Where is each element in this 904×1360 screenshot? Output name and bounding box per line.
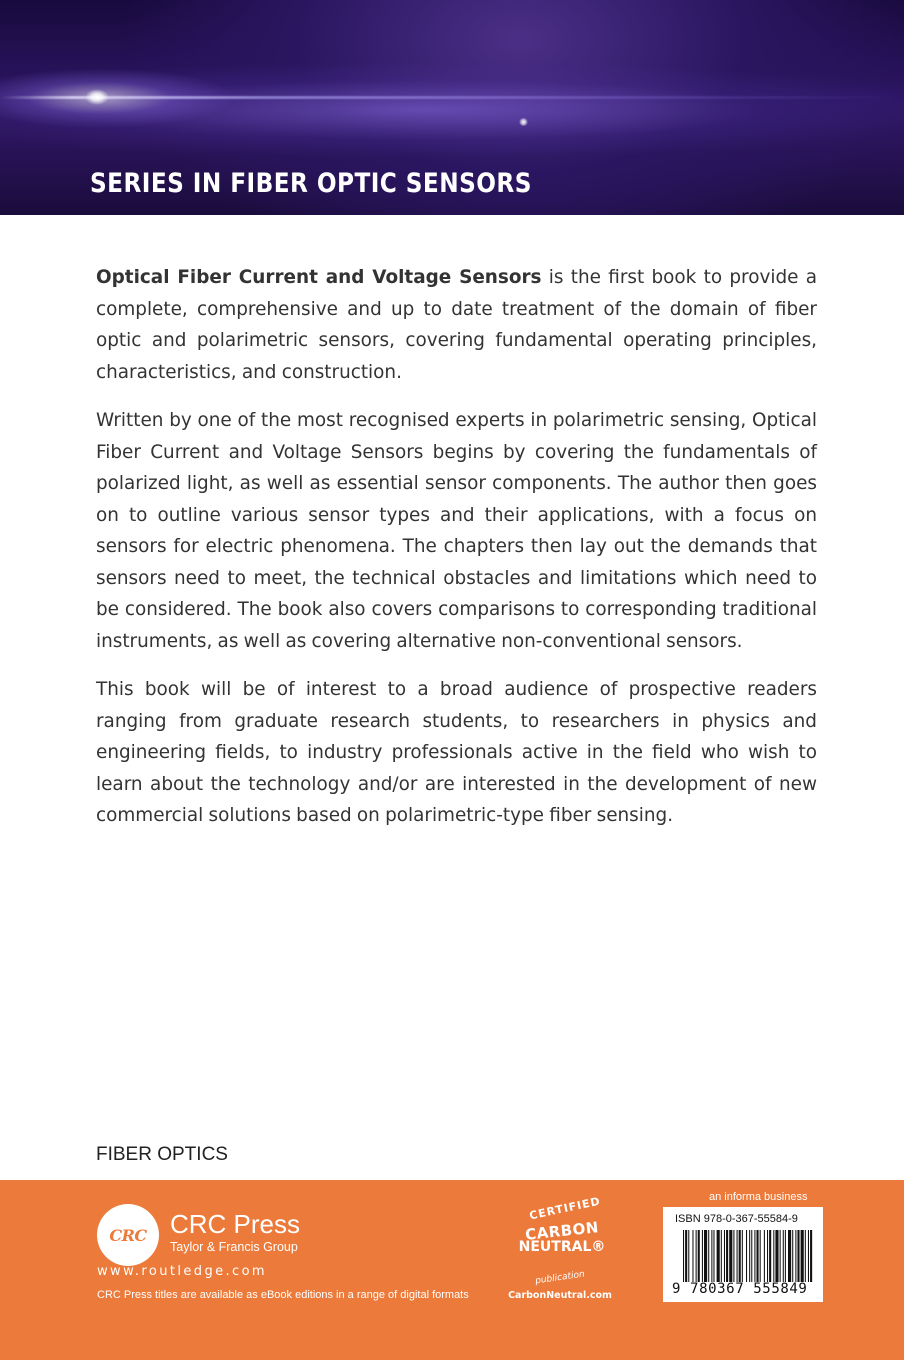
barcode-bar bbox=[702, 1230, 703, 1282]
light-point-small bbox=[519, 118, 528, 126]
barcode-bar bbox=[742, 1230, 743, 1282]
barcode-bar bbox=[711, 1230, 712, 1282]
barcode-bar bbox=[713, 1230, 714, 1282]
barcode-bar bbox=[769, 1230, 771, 1282]
barcode-bars bbox=[683, 1230, 813, 1282]
barcode-bar bbox=[760, 1230, 761, 1282]
publisher-website[interactable]: www.routledge.com bbox=[97, 1264, 267, 1279]
barcode-bar bbox=[783, 1230, 784, 1282]
barcode-bar bbox=[751, 1230, 752, 1282]
barcode-digits: 9 780367 555849 bbox=[672, 1281, 808, 1297]
subject-category: FIBER OPTICS bbox=[96, 1144, 228, 1165]
barcode-bar bbox=[792, 1230, 793, 1282]
barcode-bar bbox=[683, 1230, 684, 1282]
carbon-neutral-site: CarbonNeutral.com bbox=[508, 1290, 612, 1301]
barcode-bar bbox=[754, 1230, 755, 1282]
description-p1-text: is the first book to provide a complete, comprehensive and up to date treatment of the domain of fiber optic and polarimetric sensors, covering fundamental operating principles, characteristics, and construction. bbox=[96, 267, 817, 383]
crc-logo bbox=[97, 1204, 159, 1266]
barcode-bar bbox=[785, 1230, 786, 1282]
barcode-bar bbox=[773, 1230, 774, 1282]
barcode-bar bbox=[764, 1230, 765, 1282]
publisher-name: CRC Press bbox=[170, 1209, 301, 1239]
carbon-neutral-publication: publication bbox=[534, 1269, 586, 1287]
barcode-bar bbox=[801, 1230, 804, 1282]
barcode-bar bbox=[704, 1230, 707, 1282]
barcode-bar bbox=[808, 1230, 809, 1282]
book-description bbox=[96, 262, 817, 849]
barcode-bar bbox=[729, 1230, 732, 1282]
series-title: SERIES IN FIBER OPTIC SENSORS bbox=[90, 168, 532, 199]
informa-tagline: an informa business bbox=[709, 1191, 808, 1203]
description-paragraph-1 bbox=[96, 262, 817, 388]
barcode-bar bbox=[739, 1230, 741, 1282]
book-title: Optical Fiber Current and Voltage Sensors bbox=[96, 267, 542, 288]
barcode-bar bbox=[749, 1230, 750, 1282]
barcode-bar bbox=[767, 1230, 768, 1282]
crc-logo-text: CRC bbox=[109, 1225, 147, 1245]
carbon-neutral-neutral: NEUTRAL® bbox=[518, 1239, 606, 1255]
barcode-bar bbox=[721, 1230, 722, 1282]
barcode-bar bbox=[685, 1230, 687, 1282]
description-paragraph-2: Written by one of the most recognised experts in polarimetric sensing, Optical Fiber Current and Voltage Sensors begins by covering the fundamentals of polarized light, as well as essential sensor components. The author then goes on to outline various sensor types and their applications, with a focus on sensors for electric phenomena. The chapters then lay out the demands that sensors need to meet, the technical obstacles and limitations which need to be considered. The book also covers comparisons to corresponding traditional instruments, as well as covering alternative non-conventional sensors. bbox=[96, 410, 817, 652]
light-point bbox=[85, 89, 109, 105]
barcode-bar bbox=[692, 1230, 693, 1282]
carbon-neutral-certified: CERTIFIED bbox=[528, 1194, 602, 1223]
carbon-neutral-carbon: CARBON bbox=[524, 1218, 600, 1244]
barcode-bar bbox=[726, 1230, 728, 1282]
barcode-bar bbox=[724, 1230, 725, 1282]
barcode-bar bbox=[698, 1230, 700, 1282]
barcode-bar bbox=[775, 1230, 778, 1282]
ebook-note: CRC Press titles are available as eBook editions in a range of digital formats bbox=[97, 1289, 469, 1301]
barcode-bar bbox=[696, 1230, 697, 1282]
barcode-bar bbox=[737, 1230, 738, 1282]
barcode-bar bbox=[757, 1230, 759, 1282]
barcode-bar bbox=[688, 1230, 689, 1282]
barcode-bar bbox=[708, 1230, 709, 1282]
barcode-bar bbox=[795, 1230, 796, 1282]
cover-banner bbox=[0, 0, 904, 215]
barcode-bar bbox=[797, 1230, 799, 1282]
barcode-bar bbox=[733, 1230, 734, 1282]
publisher-group: Taylor & Francis Group bbox=[170, 1240, 298, 1254]
isbn-label: ISBN 978-0-367-55584-9 bbox=[675, 1213, 798, 1225]
description-paragraph-3: This book will be of interest to a broad audience of prospective readers ranging from graduate research students, to researchers in physics and engineering fields, to industry professionals active in the field who wish to learn about the technology and/or are interested in the development of new commercial solutions based on polarimetric-type fiber sensing. bbox=[96, 679, 817, 826]
barcode-bar bbox=[746, 1230, 747, 1282]
barcode-bar bbox=[717, 1230, 720, 1282]
barcode-bar bbox=[780, 1230, 781, 1282]
barcode-bar bbox=[810, 1230, 812, 1282]
barcode-bar bbox=[805, 1230, 806, 1282]
light-flare bbox=[0, 96, 904, 99]
barcode-bar bbox=[788, 1230, 791, 1282]
